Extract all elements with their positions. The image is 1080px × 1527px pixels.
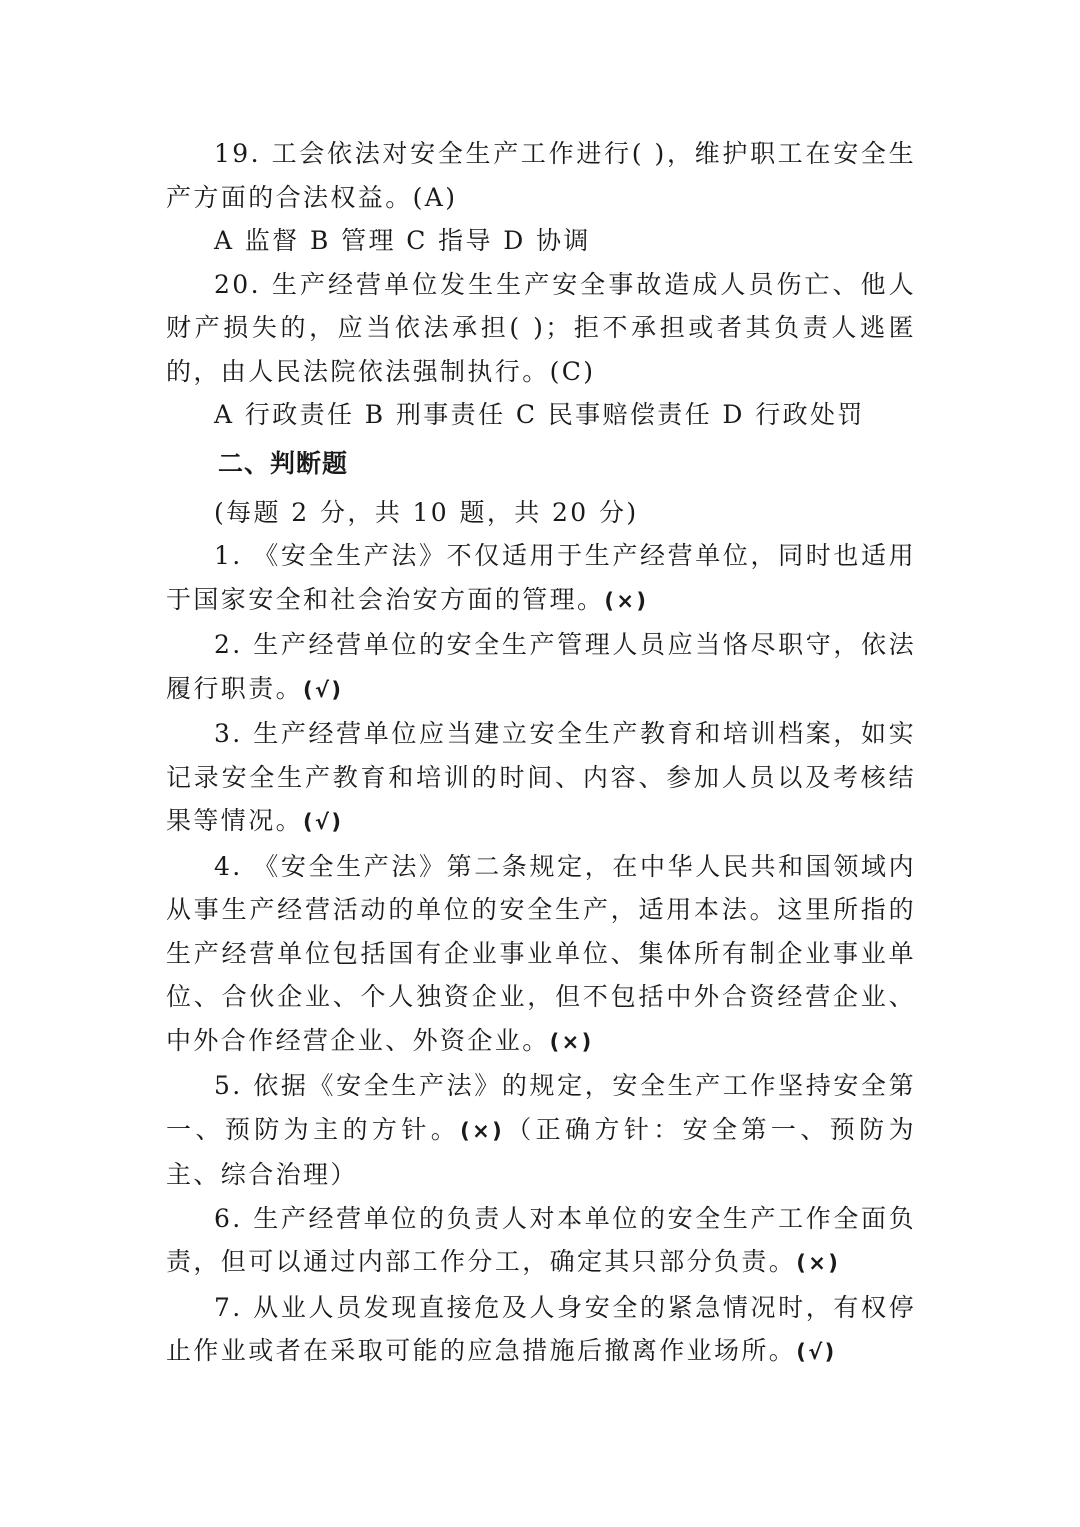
judgment-text: 7. 从业人员发现直接危及人身安全的紧急情况时，有权停止作业或者在采取可能的应急措施后撤离作业场所。 [166, 1292, 916, 1365]
judgment-text: 5. 依据《安全生产法》的规定，安全生产工作坚持安全第一、预防为主的方针。 [166, 1071, 916, 1144]
judgment-item-1 [166, 534, 916, 623]
judgment-text: 4. 《安全生产法》第二条规定，在中华人民共和国领域内从事生产经营活动的单位的安全生产，适用本法。这里所指的生产经营单位包括国有企业事业单位、集体所有制企业事业单位、合伙企业、个人独资企业，但不包括中外合资经营企业、中外合作经营企业、外资企业。 [166, 851, 916, 1055]
judgment-item-5 [166, 1064, 916, 1197]
judgment-item-4 [166, 845, 916, 1065]
question-20: 20. 生产经营单位发生生产安全事故造成人员伤亡、他人财产损失的，应当依法承担( )；拒不承担或者其负责人逃匿的，由人民法院依法强制执行。(C) [166, 269, 916, 386]
judgment-answer: (×) [549, 1029, 594, 1054]
judgment-item-6 [166, 1197, 916, 1286]
document-content [166, 132, 916, 1375]
judgment-item-7 [166, 1286, 916, 1375]
section-heading: 二、判断题 [218, 448, 349, 478]
judgment-text: 2. 生产经营单位的安全生产管理人员应当恪尽职守，依法履行职责。 [166, 630, 916, 703]
question-20-options: A 行政责任 B 刑事责任 C 民事赔偿责任 D 行政处罚 [214, 400, 865, 429]
question-19-options: A 监督 B 管理 C 指导 D 协调 [214, 226, 591, 255]
judgment-text: 1. 《安全生产法》不仅适用于生产经营单位，同时也适用于国家安全和社会治安方面的管理。 [166, 541, 916, 614]
judgment-text: 3. 生产经营单位应当建立安全生产教育和培训档案，如实记录安全生产教育和培训的时间、内容、参加人员以及考核结果等情况。 [166, 719, 916, 835]
section-note: (每题 2 分，共 10 题，共 20 分) [214, 497, 639, 527]
judgment-answer: (×) [604, 588, 649, 613]
judgment-answer: (×) [460, 1118, 505, 1143]
judgment-answer: (√) [303, 810, 344, 834]
judgment-text: 6. 生产经营单位的负责人对本单位的安全生产工作全面负责，但可以通过内部工作分工，确定其只部分负责。 [166, 1203, 916, 1276]
judgment-note: （正确方针：安全第一、预防为主、综合治理） [166, 1114, 916, 1189]
judgment-answer: (×) [796, 1251, 841, 1275]
judgment-answer: (√) [796, 1340, 837, 1364]
question-19: 19. 工会依法对安全生产工作进行( )，维护职工在安全生产方面的合法权益。(A) [166, 139, 916, 212]
judgment-item-2 [166, 623, 916, 712]
judgment-answer: (√) [303, 677, 344, 702]
judgment-item-3 [166, 712, 916, 845]
